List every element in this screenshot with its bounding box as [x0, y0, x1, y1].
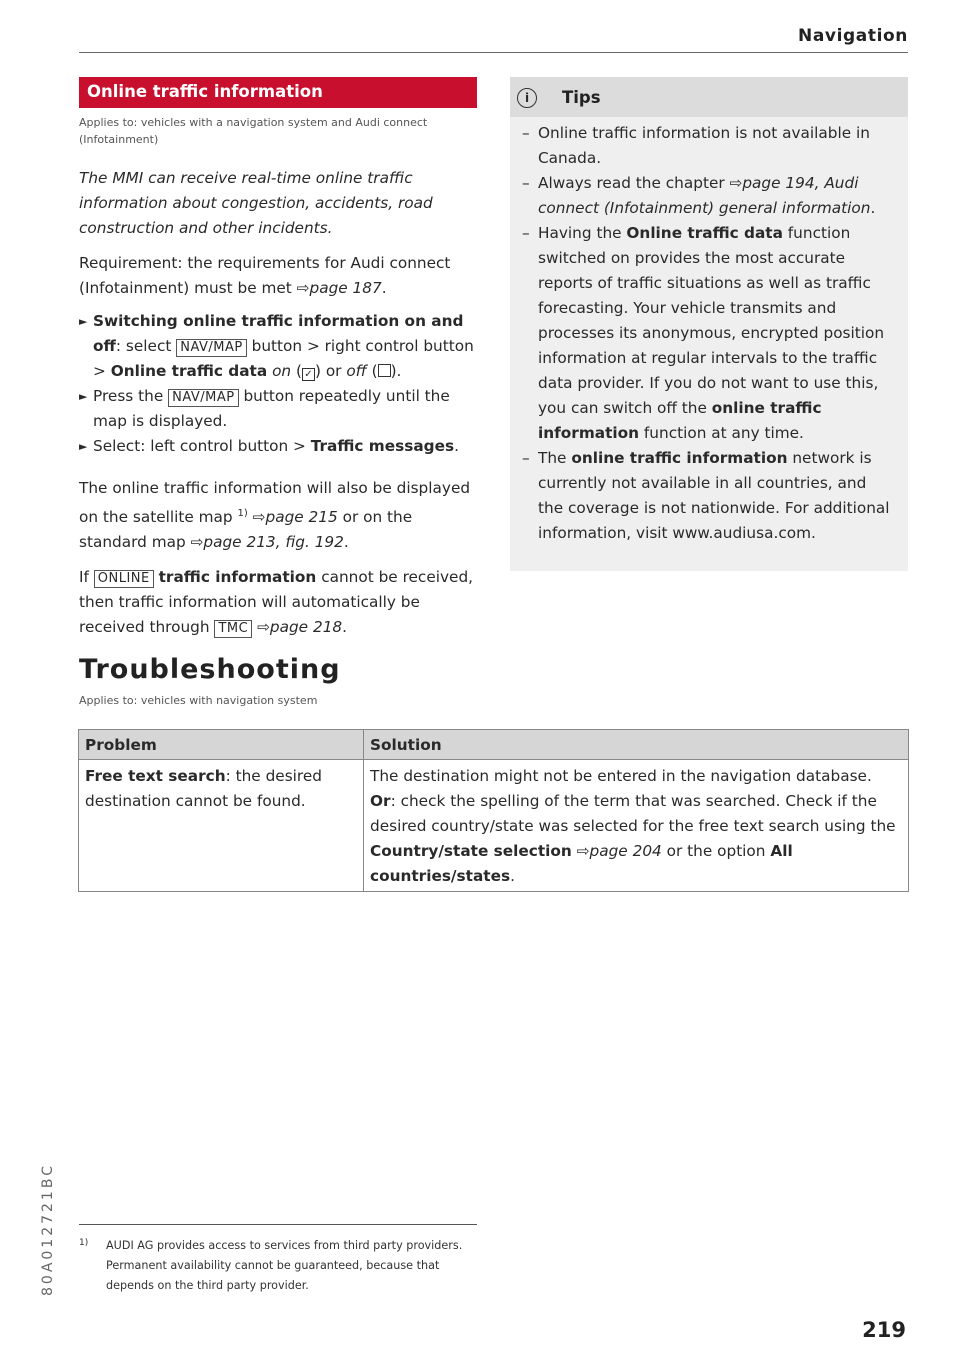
bold-term: Country/state selection — [370, 842, 572, 860]
tip-item: – Always read the chapter ⇨page 194, Audi connect (Infotainment) general information. — [522, 174, 876, 217]
intro-text: The MMI can receive real-time online traffic information about congestion, accidents, road construction and other incidents. — [79, 169, 433, 237]
requirement-text: Requirement: the requirements for Audi connect (Infotainment) must be met ⇨page 187. — [79, 254, 451, 297]
troubleshooting-heading: Troubleshooting — [79, 654, 341, 685]
step-title: Switching online traffic information on and off — [93, 312, 464, 355]
page-ref-link[interactable]: page 215 — [265, 508, 338, 527]
menu-item-name: Traffic messages — [310, 437, 455, 455]
footnote-marker: 1) — [79, 1238, 89, 1248]
page-ref-link[interactable]: page 204 — [589, 842, 662, 860]
footnote-rule — [79, 1224, 477, 1225]
page-ref-link[interactable]: page 187 — [309, 279, 382, 297]
display-text: The online traffic information will also be displayed on the satellite map $^{1)}$ ⇨page 215 or on the standard map ⇨page 213, fig. 192. — [79, 479, 471, 552]
page-ref-link[interactable]: page 218 — [269, 618, 343, 637]
bold-term: Free text search — [85, 767, 226, 785]
off-label: off — [346, 362, 367, 380]
tmc-key: TMC — [214, 620, 252, 638]
tip-item: – The online traffic information network is currently not available in all countries, and the coverage is not nationwide. For additional information, visit www.audiusa.com. — [522, 449, 890, 542]
step-select: ► Select: left control button > Traffic messages. — [79, 434, 477, 459]
footnote-text: AUDI AG provides access to services from third party providers. Permanent availability cannot be guaranteed, because that depends on the third party provider. — [106, 1239, 463, 1292]
nav-map-key: NAV/MAP — [176, 339, 247, 357]
section-heading: Online traffic information — [79, 77, 477, 108]
info-icon: i — [517, 88, 537, 108]
arrow-ref-icon: ⇨ — [729, 174, 743, 192]
page-ref-link[interactable]: page 194, Audi connect (Infotainment) general information — [538, 174, 871, 217]
online-key: ONLINE — [94, 570, 154, 588]
checkbox-checked-icon: ✓ — [302, 368, 315, 381]
step-press-nav — [79, 384, 477, 434]
footnote-marker: 1) — [237, 508, 248, 519]
troubleshooting-table — [78, 729, 909, 892]
checkbox-empty-icon — [378, 364, 391, 377]
cell-text: or the option — [661, 842, 771, 860]
bold-term: Or — [370, 792, 391, 810]
display-text-a: The online traffic information will also be displayed on the satellite map — [79, 479, 471, 527]
step-text: button repeatedly until the map is displayed. — [93, 387, 450, 430]
table-row — [79, 760, 909, 892]
tip-text: Online traffic information is not available in Canada. — [538, 124, 870, 167]
cell-text: The destination might not be entered in the navigation database. — [370, 767, 872, 785]
or-text: or — [320, 362, 347, 380]
tip-text: The — [538, 449, 572, 467]
bold-term: All countries/states — [370, 842, 793, 885]
nav-map-key: NAV/MAP — [168, 389, 239, 407]
arrow-ref-icon: ⇨ — [296, 279, 310, 297]
step-arrow-icon: ► — [79, 315, 88, 328]
header-rule — [79, 52, 908, 53]
tip-item: – Online traffic information is not available in Canada. — [522, 124, 870, 167]
applies-note: Applies to: vehicles with navigation system — [79, 694, 318, 707]
arrow-ref-icon: ⇨ — [252, 508, 266, 527]
requirement-prefix: Requirement: the requirements for Audi connect (Infotainment) must be met — [79, 254, 451, 297]
arrow-ref-icon: ⇨ — [190, 533, 204, 552]
if-text-b: cannot be received, then traffic information will automatically be received through — [79, 568, 474, 637]
page-ref-link[interactable]: page 213, fig. 192 — [203, 533, 344, 552]
online-fallback-text: If ONLINE traffic information cannot be received, then traffic information will automatically be received through TMC ⇨page 218. — [79, 568, 474, 637]
tip-text: function switched on provides the most accurate reports of traffic situations as well as traffic forecasting. Your vehicle transmits and processes its anonymous, encrypted position information at regular intervals to the traffic data provider. If you do not want to use this, you can switch off the — [538, 224, 885, 417]
tips-header — [510, 77, 908, 117]
step-text: button > right control button > — [93, 337, 474, 380]
bold-term: online traffic information — [571, 449, 788, 467]
column-header-solution: Solution — [364, 730, 909, 760]
display-text-b: or on the standard map — [79, 508, 413, 552]
on-label: on — [272, 362, 292, 380]
problem-cell — [79, 760, 364, 892]
tip-text: Always read the chapter — [538, 174, 730, 192]
step-text: : select — [115, 337, 177, 355]
bold-term: online traffic information — [538, 399, 822, 442]
running-header: Navigation — [798, 26, 908, 46]
online-traffic-section — [79, 77, 477, 640]
arrow-ref-icon: ⇨ — [576, 842, 590, 860]
tips-title: Tips — [562, 88, 601, 107]
tips-list — [510, 117, 908, 546]
menu-item-name: Online traffic data — [110, 362, 268, 380]
table-header-row — [79, 730, 909, 760]
cell-text: : the desired destination cannot be found. — [85, 767, 322, 810]
column-header-problem: Problem — [79, 730, 364, 760]
footnote — [79, 1236, 477, 1296]
step-text: Press the — [93, 387, 169, 405]
cell-text: : check the spelling of the term that was searched. Check if the desired country/state was selected for the free text search using the — [370, 792, 896, 835]
arrow-ref-icon: ⇨ — [257, 618, 270, 637]
tip-item: – Having the Online traffic data function switched on provides the most accurate reports of traffic situations as well as traffic forecasting. Your vehicle transmits and processes its anonymous, encrypted position information at regular intervals to the traffic data provider. If you do not want to use this, you can switch off the online traffic information function at any time. — [522, 224, 885, 442]
tips-box — [510, 77, 908, 571]
tip-text: Having the — [538, 224, 627, 242]
applies-note: Applies to: vehicles with a navigation system and Audi connect (Infotainment) — [79, 116, 428, 146]
solution-cell: The destination might not be entered in the navigation database. Or: check the spelling of the term that was searched. Check if the desired country/state was selected for the free text search using the Country/state selection ⇨page 204 or the option All countries/states. — [364, 760, 909, 892]
tip-text: network is currently not available in all countries, and the coverage is not nationwide. For additional information, visit www.audiusa.com. — [538, 449, 890, 542]
page-number: 219 — [862, 1318, 906, 1342]
bold-term: traffic information — [158, 568, 317, 587]
step-arrow-icon: ► — [79, 390, 88, 403]
if-text: If — [79, 568, 94, 587]
step-arrow-icon: ► — [79, 440, 88, 453]
bold-term: Online traffic data — [626, 224, 783, 242]
tip-text: function at any time. — [639, 424, 804, 442]
step-switching: ► Switching online traffic information on and off: select NAV/MAP button > right control button > Online traffic data on ( ✓ ) or off ( ). — [79, 309, 477, 384]
step-text: Select: left control button > — [93, 437, 311, 455]
document-code: 80A012721BC — [40, 1163, 56, 1296]
